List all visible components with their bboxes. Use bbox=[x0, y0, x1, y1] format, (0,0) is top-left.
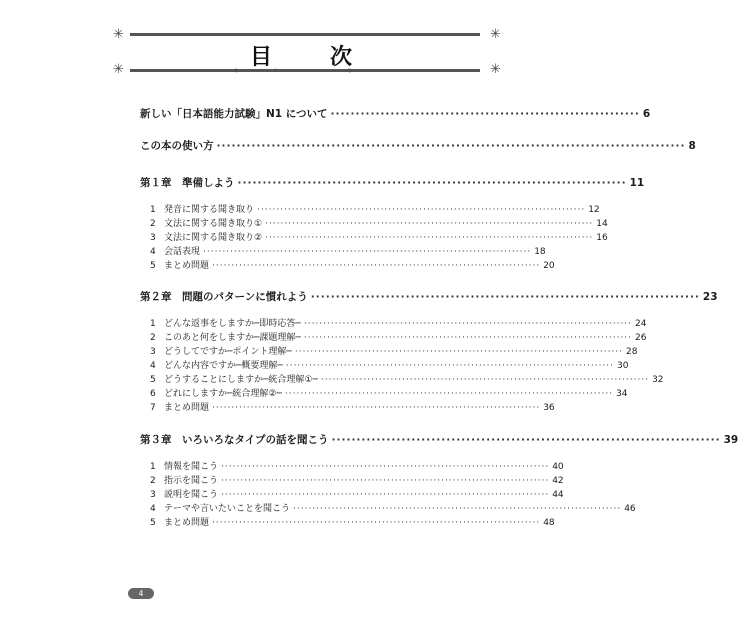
page-number-badge: 4 bbox=[128, 588, 154, 599]
item-page: 26 bbox=[635, 333, 647, 343]
item-label: どれにしますか─統合理解②─ bbox=[164, 389, 282, 399]
item-page: 16 bbox=[596, 233, 608, 243]
item-number: 1 bbox=[150, 462, 156, 472]
toc-entry-label: この本の使い方 bbox=[140, 140, 214, 152]
toc-item[interactable] bbox=[140, 316, 647, 329]
dot-leader: ·············································································· bbox=[237, 177, 627, 189]
chapter-page: 39 bbox=[723, 434, 738, 446]
item-label: まとめ問題 bbox=[164, 261, 210, 271]
item-page: 32 bbox=[652, 375, 664, 385]
item-number: 4 bbox=[150, 504, 156, 514]
dot-leader: ····················································································· bbox=[221, 490, 550, 500]
chapter-heading[interactable] bbox=[140, 432, 738, 447]
item-number: 1 bbox=[150, 205, 156, 215]
item-page: 48 bbox=[543, 518, 555, 528]
top-rule bbox=[130, 33, 480, 36]
dot-leader: ·············································································· bbox=[310, 291, 700, 303]
item-page: 24 bbox=[635, 319, 647, 329]
item-page: 12 bbox=[588, 205, 600, 215]
chapter-page: 23 bbox=[702, 291, 718, 303]
item-label: どうすることにしますか─統合理解①─ bbox=[164, 375, 318, 385]
dot-leader: ····················································································· bbox=[203, 247, 532, 257]
dot-leader: ····················································································· bbox=[265, 219, 594, 229]
item-number: 6 bbox=[150, 389, 156, 399]
toc-item[interactable] bbox=[140, 400, 555, 413]
toc-entry-label: 新しい「日本語能力試験」N1 について bbox=[140, 108, 328, 120]
item-label: どうしてですか─ポイント理解─ bbox=[164, 347, 292, 357]
toc-item[interactable] bbox=[140, 202, 600, 215]
toc-item[interactable] bbox=[140, 358, 629, 371]
toc-item[interactable] bbox=[140, 330, 647, 343]
toc-item[interactable] bbox=[140, 473, 564, 486]
item-page: 20 bbox=[543, 261, 555, 271]
dot-leader: ····················································································· bbox=[221, 462, 550, 472]
toc-item[interactable] bbox=[140, 459, 564, 472]
item-label: 発音に関する聞き取り bbox=[164, 205, 255, 215]
dot-leader: ······························································································ bbox=[216, 140, 686, 152]
dot-leader: ····················································································· bbox=[320, 375, 650, 385]
item-label: まとめ問題 bbox=[164, 518, 210, 528]
item-number: 4 bbox=[150, 361, 156, 371]
item-label: 指示を聞こう bbox=[164, 476, 219, 486]
dot-leader: ····················································································· bbox=[293, 504, 622, 514]
dot-leader: ····················································································· bbox=[212, 403, 541, 413]
item-page: 34 bbox=[616, 389, 628, 399]
toc-item[interactable] bbox=[140, 372, 664, 385]
item-page: 14 bbox=[596, 219, 608, 229]
toc-entry-page: 6 bbox=[642, 108, 651, 120]
item-number: 2 bbox=[150, 333, 156, 343]
chapter-label: 第２章 問題のパターンに慣れよう bbox=[140, 291, 308, 303]
star-ornament-icon: ✳ bbox=[490, 62, 501, 77]
chapter-label: 第３章 いろいろなタイプの話を聞こう bbox=[140, 434, 329, 446]
dot-leader: ······························································ bbox=[330, 108, 640, 120]
toc-item[interactable] bbox=[140, 344, 638, 357]
item-label: まとめ問題 bbox=[164, 403, 210, 413]
star-ornament-icon: ✳ bbox=[113, 27, 124, 42]
dot-leader: ····················································································· bbox=[212, 261, 541, 271]
toc-item[interactable] bbox=[140, 258, 555, 271]
item-page: 40 bbox=[552, 462, 564, 472]
item-label: 文法に関する聞き取り① bbox=[164, 219, 263, 229]
toc-item[interactable] bbox=[140, 501, 636, 514]
item-number: 5 bbox=[150, 261, 156, 271]
item-page: 28 bbox=[626, 347, 638, 357]
item-label: 文法に関する聞き取り② bbox=[164, 233, 263, 243]
dot-leader: ····················································································· bbox=[284, 389, 614, 399]
item-number: 3 bbox=[150, 347, 156, 357]
item-page: 30 bbox=[617, 361, 629, 371]
toc-entry[interactable] bbox=[140, 138, 696, 153]
page-title: 目 次 bbox=[249, 45, 370, 70]
toc-entry[interactable] bbox=[140, 106, 651, 121]
dot-leader: ····················································································· bbox=[265, 233, 594, 243]
item-label: どんな内容ですか─概要理解─ bbox=[164, 361, 283, 371]
item-label: このあと何をしますか─課題理解─ bbox=[164, 333, 301, 343]
dot-leader: ····················································································· bbox=[212, 518, 541, 528]
dot-leader: ·············································································· bbox=[331, 434, 721, 446]
item-label: どんな返事をしますか─即時応答─ bbox=[164, 319, 301, 329]
chapter-heading[interactable] bbox=[140, 289, 718, 304]
page-title-ruby: もく じ bbox=[233, 68, 387, 74]
toc-item[interactable] bbox=[140, 244, 546, 257]
item-number: 5 bbox=[150, 375, 156, 385]
item-number: 3 bbox=[150, 233, 156, 243]
toc-item[interactable] bbox=[140, 216, 608, 229]
toc-item[interactable] bbox=[140, 230, 608, 243]
item-number: 3 bbox=[150, 490, 156, 500]
toc-item[interactable] bbox=[140, 386, 628, 399]
item-label: 会話表現 bbox=[164, 247, 201, 257]
dot-leader: ····················································································· bbox=[303, 333, 633, 343]
item-page: 44 bbox=[552, 490, 564, 500]
item-number: 2 bbox=[150, 476, 156, 486]
item-page: 18 bbox=[534, 247, 546, 257]
star-ornament-icon: ✳ bbox=[490, 27, 501, 42]
item-label: 情報を聞こう bbox=[164, 462, 219, 472]
chapter-heading[interactable] bbox=[140, 175, 645, 190]
star-ornament-icon: ✳ bbox=[113, 62, 124, 77]
dot-leader: ····················································································· bbox=[303, 319, 633, 329]
item-number: 4 bbox=[150, 247, 156, 257]
item-label: テーマや言いたいことを聞こう bbox=[164, 504, 291, 514]
item-number: 1 bbox=[150, 319, 156, 329]
dot-leader: ····················································································· bbox=[294, 347, 624, 357]
dot-leader: ····················································································· bbox=[257, 205, 586, 215]
item-page: 36 bbox=[543, 403, 555, 413]
chapter-page: 11 bbox=[629, 177, 645, 189]
dot-leader: ····················································································· bbox=[221, 476, 550, 486]
item-page: 46 bbox=[624, 504, 636, 514]
item-label: 説明を聞こう bbox=[164, 490, 219, 500]
dot-leader: ····················································································· bbox=[285, 361, 615, 371]
toc-entry-page: 8 bbox=[688, 140, 696, 152]
item-number: 5 bbox=[150, 518, 156, 528]
item-page: 42 bbox=[552, 476, 564, 486]
item-number: 2 bbox=[150, 219, 156, 229]
toc-item[interactable] bbox=[140, 487, 564, 500]
chapter-label: 第１章 準備しよう bbox=[140, 177, 235, 189]
toc-item[interactable] bbox=[140, 515, 555, 528]
item-number: 7 bbox=[150, 403, 156, 413]
